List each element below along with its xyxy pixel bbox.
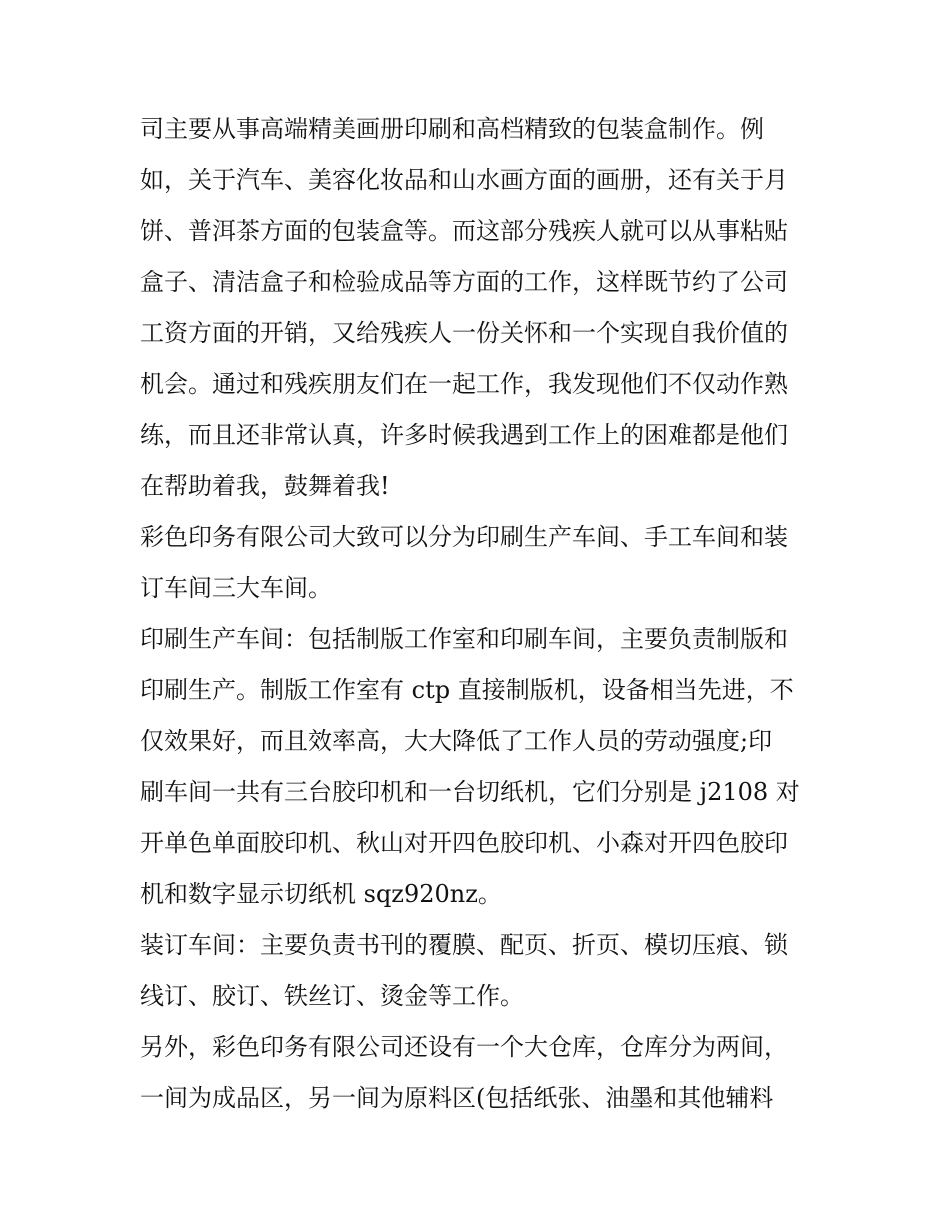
document-body xyxy=(140,104,812,1124)
text-line: 印刷生产车间：包括制版工作室和印刷车间，主要负责制版和 xyxy=(140,625,788,653)
text-line: 印刷生产。制版工作室有 ctp 直接制版机，设备相当先进，不 xyxy=(140,676,794,704)
text-line: 开单色单面胶印机、秋山对开四色胶印机、小森对开四色胶印 xyxy=(140,829,788,857)
text-line: 线订、胶订、铁丝订、烫金等工作。 xyxy=(140,982,524,1010)
text-line: 练，而且还非常认真，许多时候我遇到工作上的困难都是他们 xyxy=(140,421,788,449)
paragraph-disabled-workers xyxy=(140,104,812,512)
paragraph-printing-workshop xyxy=(140,614,812,920)
text-line: 司主要从事高端精美画册印刷和高档精致的包装盒制作。例 xyxy=(140,115,764,143)
text-line: 订车间三大车间。 xyxy=(140,574,332,602)
text-line: 机和数字显示切纸机 sqz920nz。 xyxy=(140,880,502,908)
text-line: 如，关于汽车、美容化妆品和山水画方面的画册，还有关于月 xyxy=(140,166,788,194)
text-line: 另外，彩色印务有限公司还设有一个大仓库，仓库分为两间， xyxy=(140,1033,788,1061)
text-line: 彩色印务有限公司大致可以分为印刷生产车间、手工车间和装 xyxy=(140,523,788,551)
text-line: 工资方面的开销，又给残疾人一份关怀和一个实现自我价值的 xyxy=(140,319,788,347)
paragraph-binding-workshop xyxy=(140,920,812,1022)
text-line: 在帮助着我，鼓舞着我! xyxy=(140,472,390,500)
paragraph-workshops xyxy=(140,512,812,614)
text-line: 一间为成品区，另一间为原料区(包括纸张、油墨和其他辅料 xyxy=(140,1084,774,1112)
text-line: 刷车间一共有三台胶印机和一台切纸机，它们分别是 j2108 对 xyxy=(140,778,800,806)
paragraph-warehouse xyxy=(140,1022,812,1124)
text-line: 饼、普洱茶方面的包装盒等。而这部分残疾人就可以从事粘贴 xyxy=(140,217,788,245)
text-line: 机会。通过和残疾朋友们在一起工作，我发现他们不仅动作熟 xyxy=(140,370,788,398)
text-line: 盒子、清洁盒子和检验成品等方面的工作，这样既节约了公司 xyxy=(140,268,788,296)
text-line: 仅效果好，而且效率高，大大降低了工作人员的劳动强度;印 xyxy=(140,727,773,755)
text-line: 装订车间：主要负责书刊的覆膜、配页、折页、模切压痕、锁 xyxy=(140,931,788,959)
